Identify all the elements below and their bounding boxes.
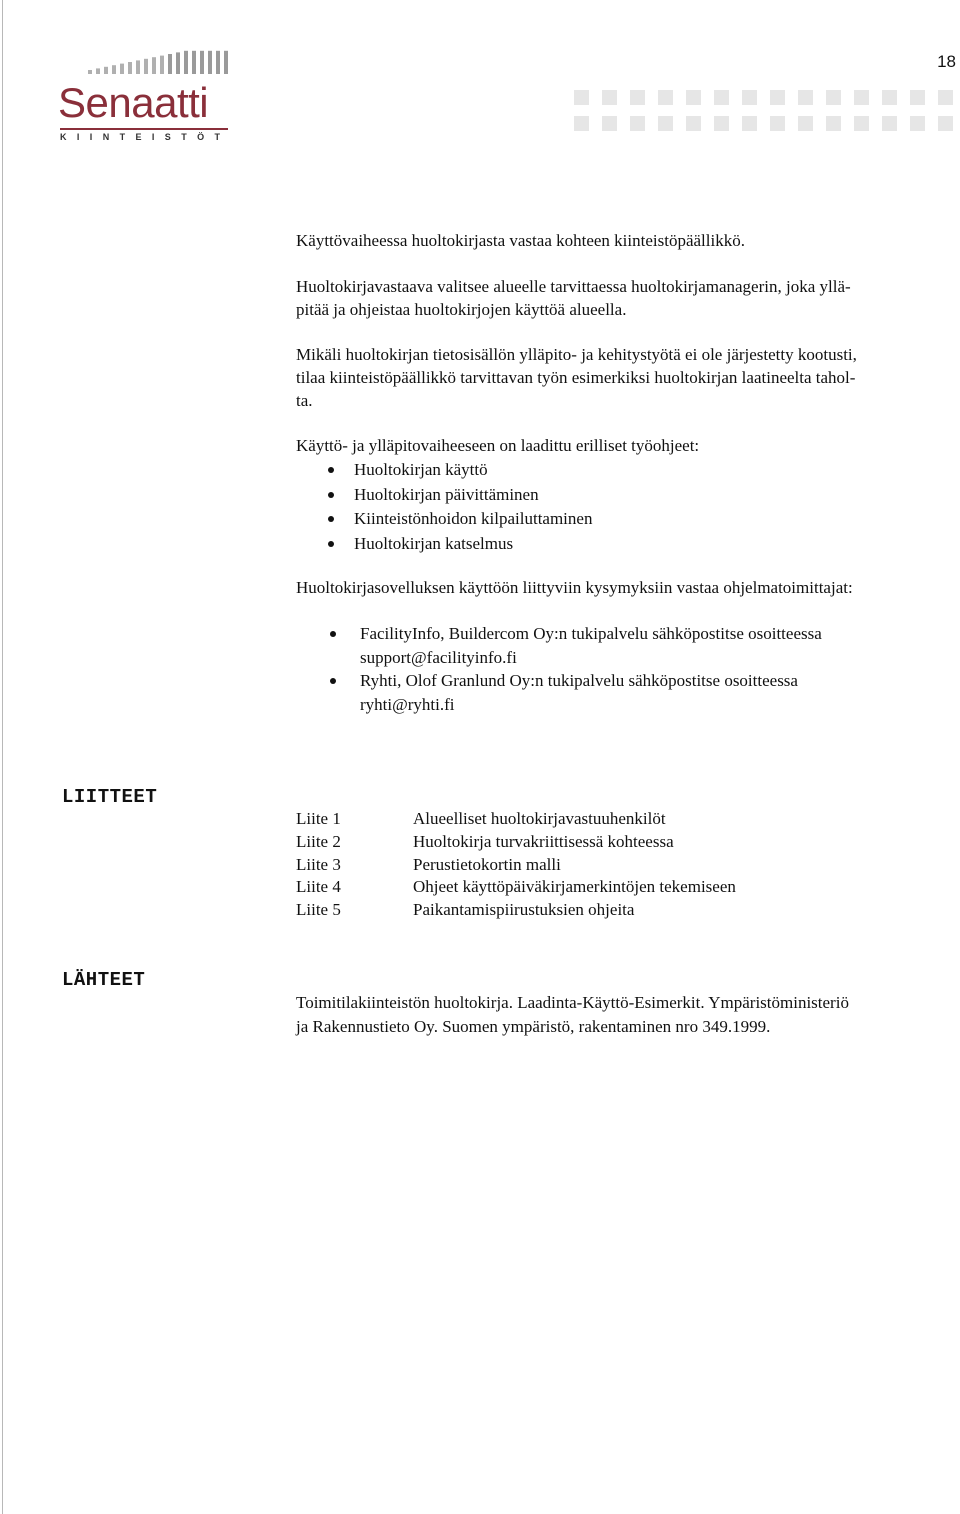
paragraph-vendors — [296, 576, 950, 599]
work-instructions-list — [296, 458, 936, 556]
logo-wordmark: Senaatti — [58, 79, 209, 126]
attachment-number: Liite 2 — [296, 831, 341, 851]
table-row — [296, 854, 896, 877]
table-row — [296, 899, 896, 922]
paragraph-line: Käyttö- ja ylläpitovaiheeseen on laadittu erilliset työohjeet: — [296, 436, 700, 455]
attachment-number: Liite 4 — [296, 877, 341, 897]
senaatti-logo — [58, 48, 238, 148]
attachments-heading: LIITTEET — [62, 786, 158, 808]
list-item — [296, 669, 936, 716]
attachment-number: Liite 5 — [296, 900, 341, 920]
paragraph-maintenance — [296, 343, 950, 412]
header-pattern-icon — [574, 90, 960, 134]
paragraph-line: pitää ja ohjeistaa huoltokirjojen käyttöä alueella. — [296, 300, 627, 319]
list-item: Huoltokirjan päivittäminen — [296, 483, 936, 508]
list-item: Kiinteistönhoidon kilpailuttaminen — [296, 507, 936, 532]
paragraph-work-instructions — [296, 434, 950, 457]
attachment-title: Perustietokortin malli — [413, 854, 561, 874]
attachment-title: Alueelliset huoltokirjavastuuhenkilöt — [413, 809, 666, 828]
paragraph-line: ta. — [296, 391, 313, 410]
vendor-list — [296, 622, 936, 716]
page-number: 18 — [937, 52, 956, 71]
paragraph-line: Käyttövaiheessa huoltokirjasta vastaa kohteen kiinteistöpäällikkö. — [296, 231, 745, 250]
attachment-number: Liite 1 — [296, 809, 341, 828]
paragraph-line: tilaa kiinteistöpäällikkö tarvittavan työn esimerkiksi huoltokirjan laatineelta tahol- — [296, 368, 856, 387]
list-item — [296, 622, 936, 669]
page-border — [2, 0, 3, 1514]
sources-heading: LÄHTEET — [62, 969, 146, 991]
vendor-line: Ryhti, Olof Granlund Oy:n tukipalvelu sähköpostitse osoitteessa — [360, 671, 798, 690]
paragraph-line: Huoltokirjavastaava valitsee alueelle tarvittaessa huoltokirjamanagerin, joka yllä- — [296, 277, 851, 296]
attachment-title: Huoltokirja turvakriittisessä kohteessa — [413, 831, 674, 851]
vendor-email[interactable]: ryhti@ryhti.fi — [360, 694, 455, 714]
attachment-number: Liite 3 — [296, 854, 341, 874]
paragraph-line: Huoltokirjasovelluksen käyttöön liittyviin kysymyksiin vastaa ohjelmatoimittajat: — [296, 578, 853, 597]
list-item: Huoltokirjan katselmus — [296, 532, 936, 557]
paragraph-responsibility — [296, 229, 950, 252]
source-line: Toimitilakiinteistön huoltokirja. Laadinta-Käyttö-Esimerkit. Ympäristöministeriö — [296, 993, 849, 1012]
vendor-line: FacilityInfo, Buildercom Oy:n tukipalvelu sähköpostitse osoitteessa — [360, 624, 822, 643]
attachment-title: Paikantamispiirustuksien ohjeita — [413, 900, 635, 920]
logo-bars-icon — [88, 48, 238, 76]
table-row — [296, 831, 896, 854]
sources-text — [296, 991, 950, 1038]
list-item: Huoltokirjan käyttö — [296, 458, 936, 483]
table-row — [296, 876, 896, 899]
source-line: ja Rakennustieto Oy. Suomen ympäristö, rakentaminen nro 349.1999. — [296, 1016, 771, 1036]
vendor-email[interactable]: support@facilityinfo.fi — [360, 647, 517, 667]
logo-subtitle: KIINTEISTÖT — [60, 132, 231, 142]
paragraph-line: Mikäli huoltokirjan tietosisällön ylläpito- ja kehitystyötä ei ole järjestetty kootusti, — [296, 345, 857, 364]
paragraph-manager — [296, 275, 950, 321]
logo-rule — [60, 128, 228, 130]
attachment-title: Ohjeet käyttöpäiväkirjamerkintöjen tekemiseen — [413, 877, 736, 897]
table-row — [296, 808, 896, 831]
attachments-list — [296, 808, 896, 922]
